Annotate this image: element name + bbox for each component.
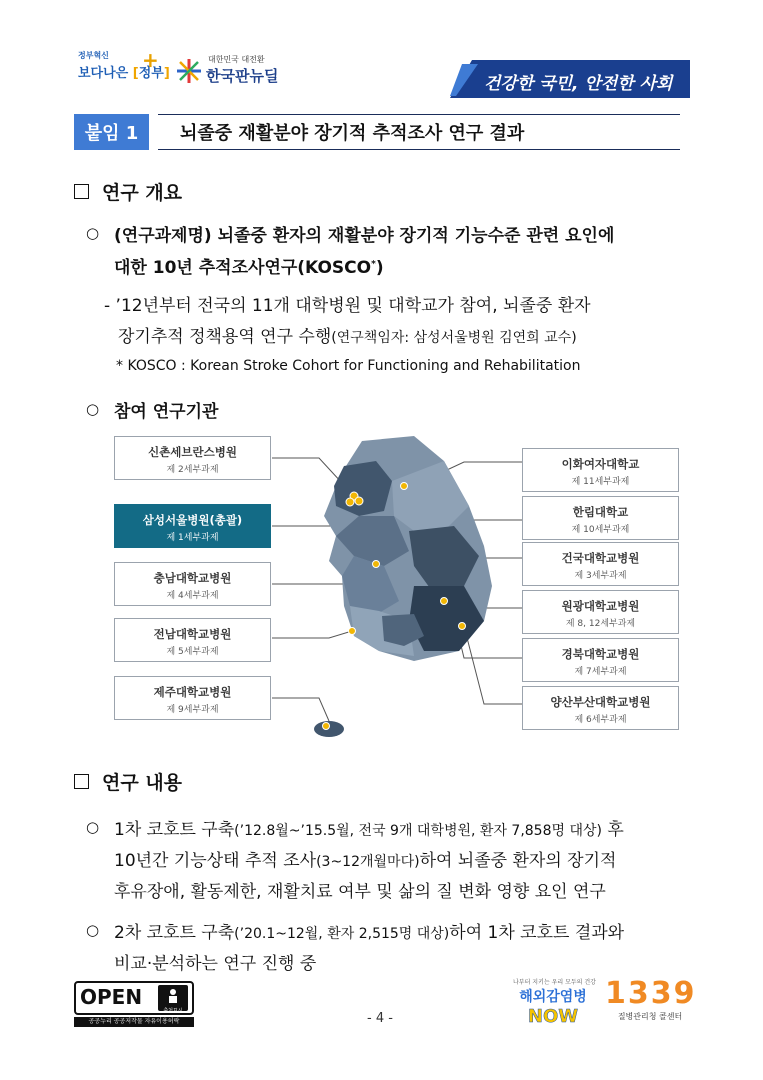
overseas-infection-now-logo: 나부터 지키는 우리 모두의 건강 해외감염병 NOW bbox=[513, 979, 596, 1027]
institution-box: 이화여자대학교 제 11세부과제 bbox=[522, 448, 679, 492]
page-number: - 4 - bbox=[367, 1011, 393, 1026]
content-item1-line3: 후유장애, 활동제한, 재활치료 여부 및 삶의 질 변화 영향 요인 연구 bbox=[114, 882, 606, 902]
institution-box: 신촌세브란스병원 제 2세부과제 bbox=[114, 436, 271, 480]
content-item1-line2: 10년간 기능상태 추적 조사(3~12개월마다)하여 뇌졸중 환자의 장기적 bbox=[114, 851, 617, 871]
institution-box: 충남대학교병원 제 4세부과제 bbox=[114, 562, 271, 606]
kosco-footnote: * KOSCO : Korean Stroke Cohort for Functioning and Rehabilitation bbox=[116, 358, 581, 374]
institutions-map bbox=[114, 436, 689, 741]
plus-icon: + bbox=[142, 48, 159, 72]
gov-innovation-logo: 정부혁신 보다나은 [정부] + bbox=[78, 48, 170, 81]
institution-box: 제주대학교병원 제 9세부과제 bbox=[114, 676, 271, 720]
attachment-badge: 붙임 1 bbox=[74, 114, 149, 150]
overview-sub-line1: - ’12년부터 전국의 11개 대학병원 및 대학교가 참여, 뇌졸중 환자 bbox=[104, 296, 591, 316]
institution-box: 양산부산대학교병원 제 6세부과제 bbox=[522, 686, 679, 730]
content-item2-line1: 2차 코호트 구축(’20.1~12월, 환자 2,515명 대상)하여 1차 코호트 결과와 bbox=[114, 923, 625, 943]
circle-bullet-icon: ○ bbox=[86, 224, 100, 242]
attribution-icon: 출처표시 bbox=[158, 985, 188, 1011]
document-header bbox=[0, 0, 763, 110]
institution-box: 건국대학교병원 제 3세부과제 bbox=[522, 542, 679, 586]
korean-new-deal-logo: 대한민국 대전환 한국판뉴딜 bbox=[176, 52, 286, 90]
institution-box-lead: 삼성서울병원(총괄) 제 1세부과제 bbox=[114, 504, 271, 548]
project-name-line2: 대한 10년 추적조사연구(KOSCO*) bbox=[114, 258, 384, 278]
new-deal-star-icon bbox=[176, 58, 202, 84]
overview-sub-line2: 장기추적 정책용역 연구 수행(연구책임자: 삼성서울병원 김연희 교수) bbox=[118, 327, 577, 347]
participants-heading: 참여 연구기관 bbox=[114, 402, 219, 422]
overview-heading: 연구 개요 bbox=[74, 178, 182, 205]
institution-box: 경북대학교병원 제 7세부과제 bbox=[522, 638, 679, 682]
project-name-line1: (연구과제명) 뇌졸중 환자의 재활분야 장기적 기능수준 관련 요인에 bbox=[114, 226, 615, 246]
checkbox-square-icon bbox=[74, 774, 89, 789]
institution-box: 전남대학교병원 제 5세부과제 bbox=[114, 618, 271, 662]
checkbox-square-icon bbox=[74, 184, 89, 199]
content-item2-line2: 비교·분석하는 연구 진행 중 bbox=[114, 954, 317, 974]
slogan-banner: 건강한 국민, 안전한 사회 bbox=[450, 58, 690, 100]
kdca-call-center-logo: 1339 질병관리청 콜센터 bbox=[605, 976, 697, 1021]
attachment-title: 뇌졸중 재활분야 장기적 추적조사 연구 결과 bbox=[158, 114, 680, 150]
circle-bullet-icon: ○ bbox=[86, 921, 100, 939]
circle-bullet-icon: ○ bbox=[86, 818, 100, 836]
open-license-badge: OPEN 출처표시 공공누리 공공저작물 자유이용허락 bbox=[74, 981, 194, 1027]
institution-box: 원광대학교병원 제 8, 12세부과제 bbox=[522, 590, 679, 634]
circle-bullet-icon: ○ bbox=[86, 400, 100, 418]
content-heading: 연구 내용 bbox=[74, 768, 182, 795]
institution-box: 한림대학교 제 10세부과제 bbox=[522, 496, 679, 540]
content-item1-line1: 1차 코호트 구축(’12.8월~’15.5월, 전국 9개 대학병원, 환자 7,858명 대상) 후 bbox=[114, 820, 624, 840]
